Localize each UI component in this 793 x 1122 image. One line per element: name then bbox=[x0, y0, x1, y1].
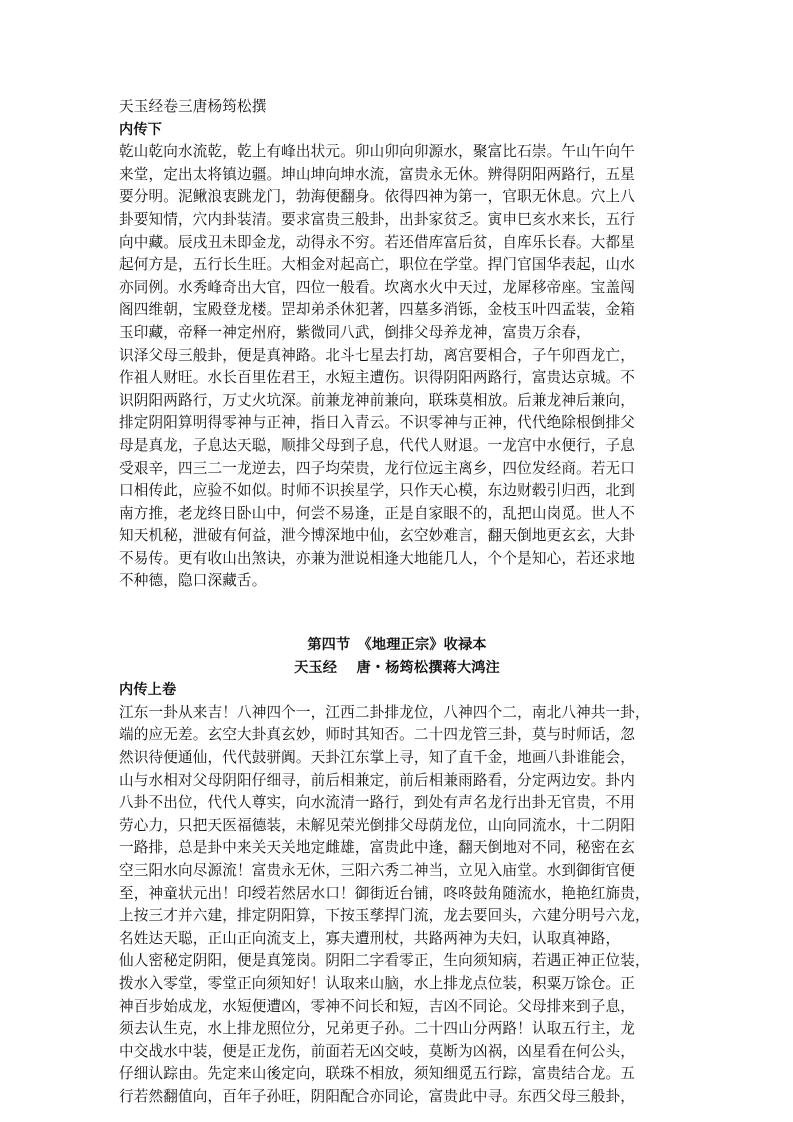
text-line: 作祖人财旺。水长百里佐君王，水短主遭伤。识得阴阳两路行，富贵达京城。不 bbox=[119, 369, 636, 387]
text-line: 劳心力，只把天医福德装，未解见荣光倒排父母荫龙位，山向同流水，十二阴阳 bbox=[119, 816, 636, 834]
text-line: 然识待便通仙，代代鼓骈阗。天卦江东掌上寻，知了直千金，地画八卦谁能会， bbox=[119, 749, 636, 767]
text-line: 不种德，隐口深藏舌。 bbox=[119, 572, 267, 590]
text-line: 中交战水中装，便是正龙伤，前面若无凶交岐，莫断为凶祸，凶星看在何公头， bbox=[119, 1042, 636, 1060]
section-subtitle: 天玉经 唐・杨筠松撰蒋大鸿注 bbox=[294, 659, 500, 676]
text-line: 母是真龙，子息达天聪，顺排父母到子息，代代人财退。一龙宫中水便行，子息 bbox=[119, 436, 636, 454]
chapter-subheader: 内传下 bbox=[119, 121, 163, 138]
text-line: 阁四维朝，宝殿登龙楼。罡却弟杀休犯著，四墓多消铄，金枝玉叶四孟装，金箱 bbox=[119, 301, 636, 319]
section-title: 第四节 《地理正宗》收禄本 bbox=[307, 637, 487, 654]
text-line: 要分明。泥鳅浪衷跳龙门，勃海便翻身。依得四神为第一，官职无休息。穴上八 bbox=[119, 188, 636, 206]
document-page bbox=[119, 96, 675, 1109]
text-line: 名姓达天聪，正山正向流支上，寡夫遭刑杖，共路两神为夫妇，认取真神路， bbox=[119, 929, 621, 947]
text-line: 乾山乾向水流乾，乾上有峰出状元。卯山卯向卯源水，聚富比石崇。午山午向午 bbox=[119, 143, 636, 161]
text-line: 玉印藏，帝释一神定州府，紫微同八武，倒排父母养龙神，富贵万余春， bbox=[119, 323, 591, 341]
text-line: 端的应无差。玄空大卦真玄妙，师时其知否。二十四龙管三卦，莫与时师话，忽 bbox=[119, 726, 636, 744]
text-line: 亦同例。水秀峰奇出大官，四位一般看。坎离水火中天过，龙犀移帝座。宝盖闯 bbox=[119, 278, 636, 296]
text-line: 卦要知情，穴内卦装清。要求富贵三般卦，出卦家贫乏。寅申巳亥水来长，五行 bbox=[119, 210, 636, 228]
text-line: 拨水入零堂，零堂正向须知好！认取来山脑，水上排龙点位装，积粟万馀仓。正 bbox=[119, 974, 636, 992]
section-spacer bbox=[119, 593, 675, 634]
text-line: 口相传此，应验不如似。时师不识挨星学，只作天心模，东边财毂引归西，北到 bbox=[119, 482, 636, 500]
text-line: 起何方是，五行长生旺。大相金对起高亡，职位在学堂。捍门官国华表起，山水 bbox=[119, 256, 636, 274]
text-line: 山与水相对父母阴阳仔细寻，前后相兼定，前后相兼雨路看，分定两边安。卦内 bbox=[119, 771, 636, 789]
text-line: 八卦不出位，代代人尊实，向水流清一路行，到处有声名龙行出卦无官贵，不用 bbox=[119, 794, 636, 812]
text-line: 须去认生克，水上排龙照位分，兄弟更子孙。二十四山分两路！认取五行主，龙 bbox=[119, 1020, 636, 1038]
text-line: 排定阴阳算明得零神与正神，指日入青云。不识零神与正神，代代绝除根倒排父 bbox=[119, 414, 636, 432]
text-line: 向中藏。辰戌丑未即金龙，动得永不穷。若还借库富后贫，自库乐长春。大都星 bbox=[119, 233, 636, 251]
text-line: 空三阳水向尽源流！富贵永无休，三阳六秀二神当，立见入庙堂。水到御街官便 bbox=[119, 862, 636, 879]
text-line: 来堂，定出太将镇边疆。坤山坤向坤水流，富贵永无休。辨得阴阳两路行，五星 bbox=[119, 165, 636, 183]
text-line: 至，神童状元出！印绶若然居水口！御街近台铺，咚咚鼓角随流水，艳艳红旆贵， bbox=[119, 884, 650, 902]
text-line: 江东一卦从来吉！八神四个一，江西二卦排龙位，八神四个二，南北八神共一卦， bbox=[119, 703, 650, 721]
text-line: 不易传。更有收山出煞诀，亦兼为泄说相逢大地能几人，个个是知心，若还求地 bbox=[119, 549, 636, 567]
text-line: 神百步始成龙，水短便遭凶，零神不问长和短，吉凶不同论。父母排来到子息， bbox=[119, 997, 636, 1015]
text-line: 受艰辛，四三二一龙逆去，四子均荣贵，龙行位远主离乡，四位发经商。若无口 bbox=[119, 459, 636, 477]
text-line: 行若然翻值向，百年子孙旺，阴阳配合亦同论，富贵此中寻。东西父母三般卦， bbox=[119, 1087, 636, 1105]
text-line: 一路排，总是卦中来关天关地定雌雄，富贵此中逢，翻天倒地对不同，秘密在玄 bbox=[119, 839, 636, 857]
text-line: 仙人密秘定阴阳，便是真笼岗。阴阳二字看零正，生向须知病，若遇正神正位装， bbox=[119, 952, 650, 970]
text-line: 上按三才并六建，排定阴阳算，下按玉孳捍门流，龙去要回头，六建分明号六龙， bbox=[119, 907, 650, 925]
text-line: 识泽父母三般卦，便是真神路。北斗七星去打劫，离宫要相合，子午卯酉龙亡， bbox=[119, 346, 636, 364]
text-line: 知天机秘，泄破有何益，泄今博深地中仙，玄空妙难言，翻天倒地更玄玄，大卦 bbox=[119, 527, 636, 545]
text-line: 仔细认踪由。先定来山後定向，联珠不相放，须知细觅五行踪，富贵结合龙。五 bbox=[119, 1065, 636, 1083]
chapter-subheader: 内传上卷 bbox=[119, 682, 177, 699]
book-header: 天玉经卷三唐杨筠松撰 bbox=[119, 98, 267, 115]
text-line: 南方推，老龙终日卧山中，何尝不易逢，正是自家眼不的，乱把山岗觅。世人不 bbox=[119, 504, 636, 522]
section2-body bbox=[119, 702, 675, 1109]
section1-body bbox=[119, 141, 675, 593]
text-line: 识阴阳两路行，万丈火坑深。前兼龙神前兼向，联珠莫相放。后兼龙神后兼向， bbox=[119, 391, 636, 409]
